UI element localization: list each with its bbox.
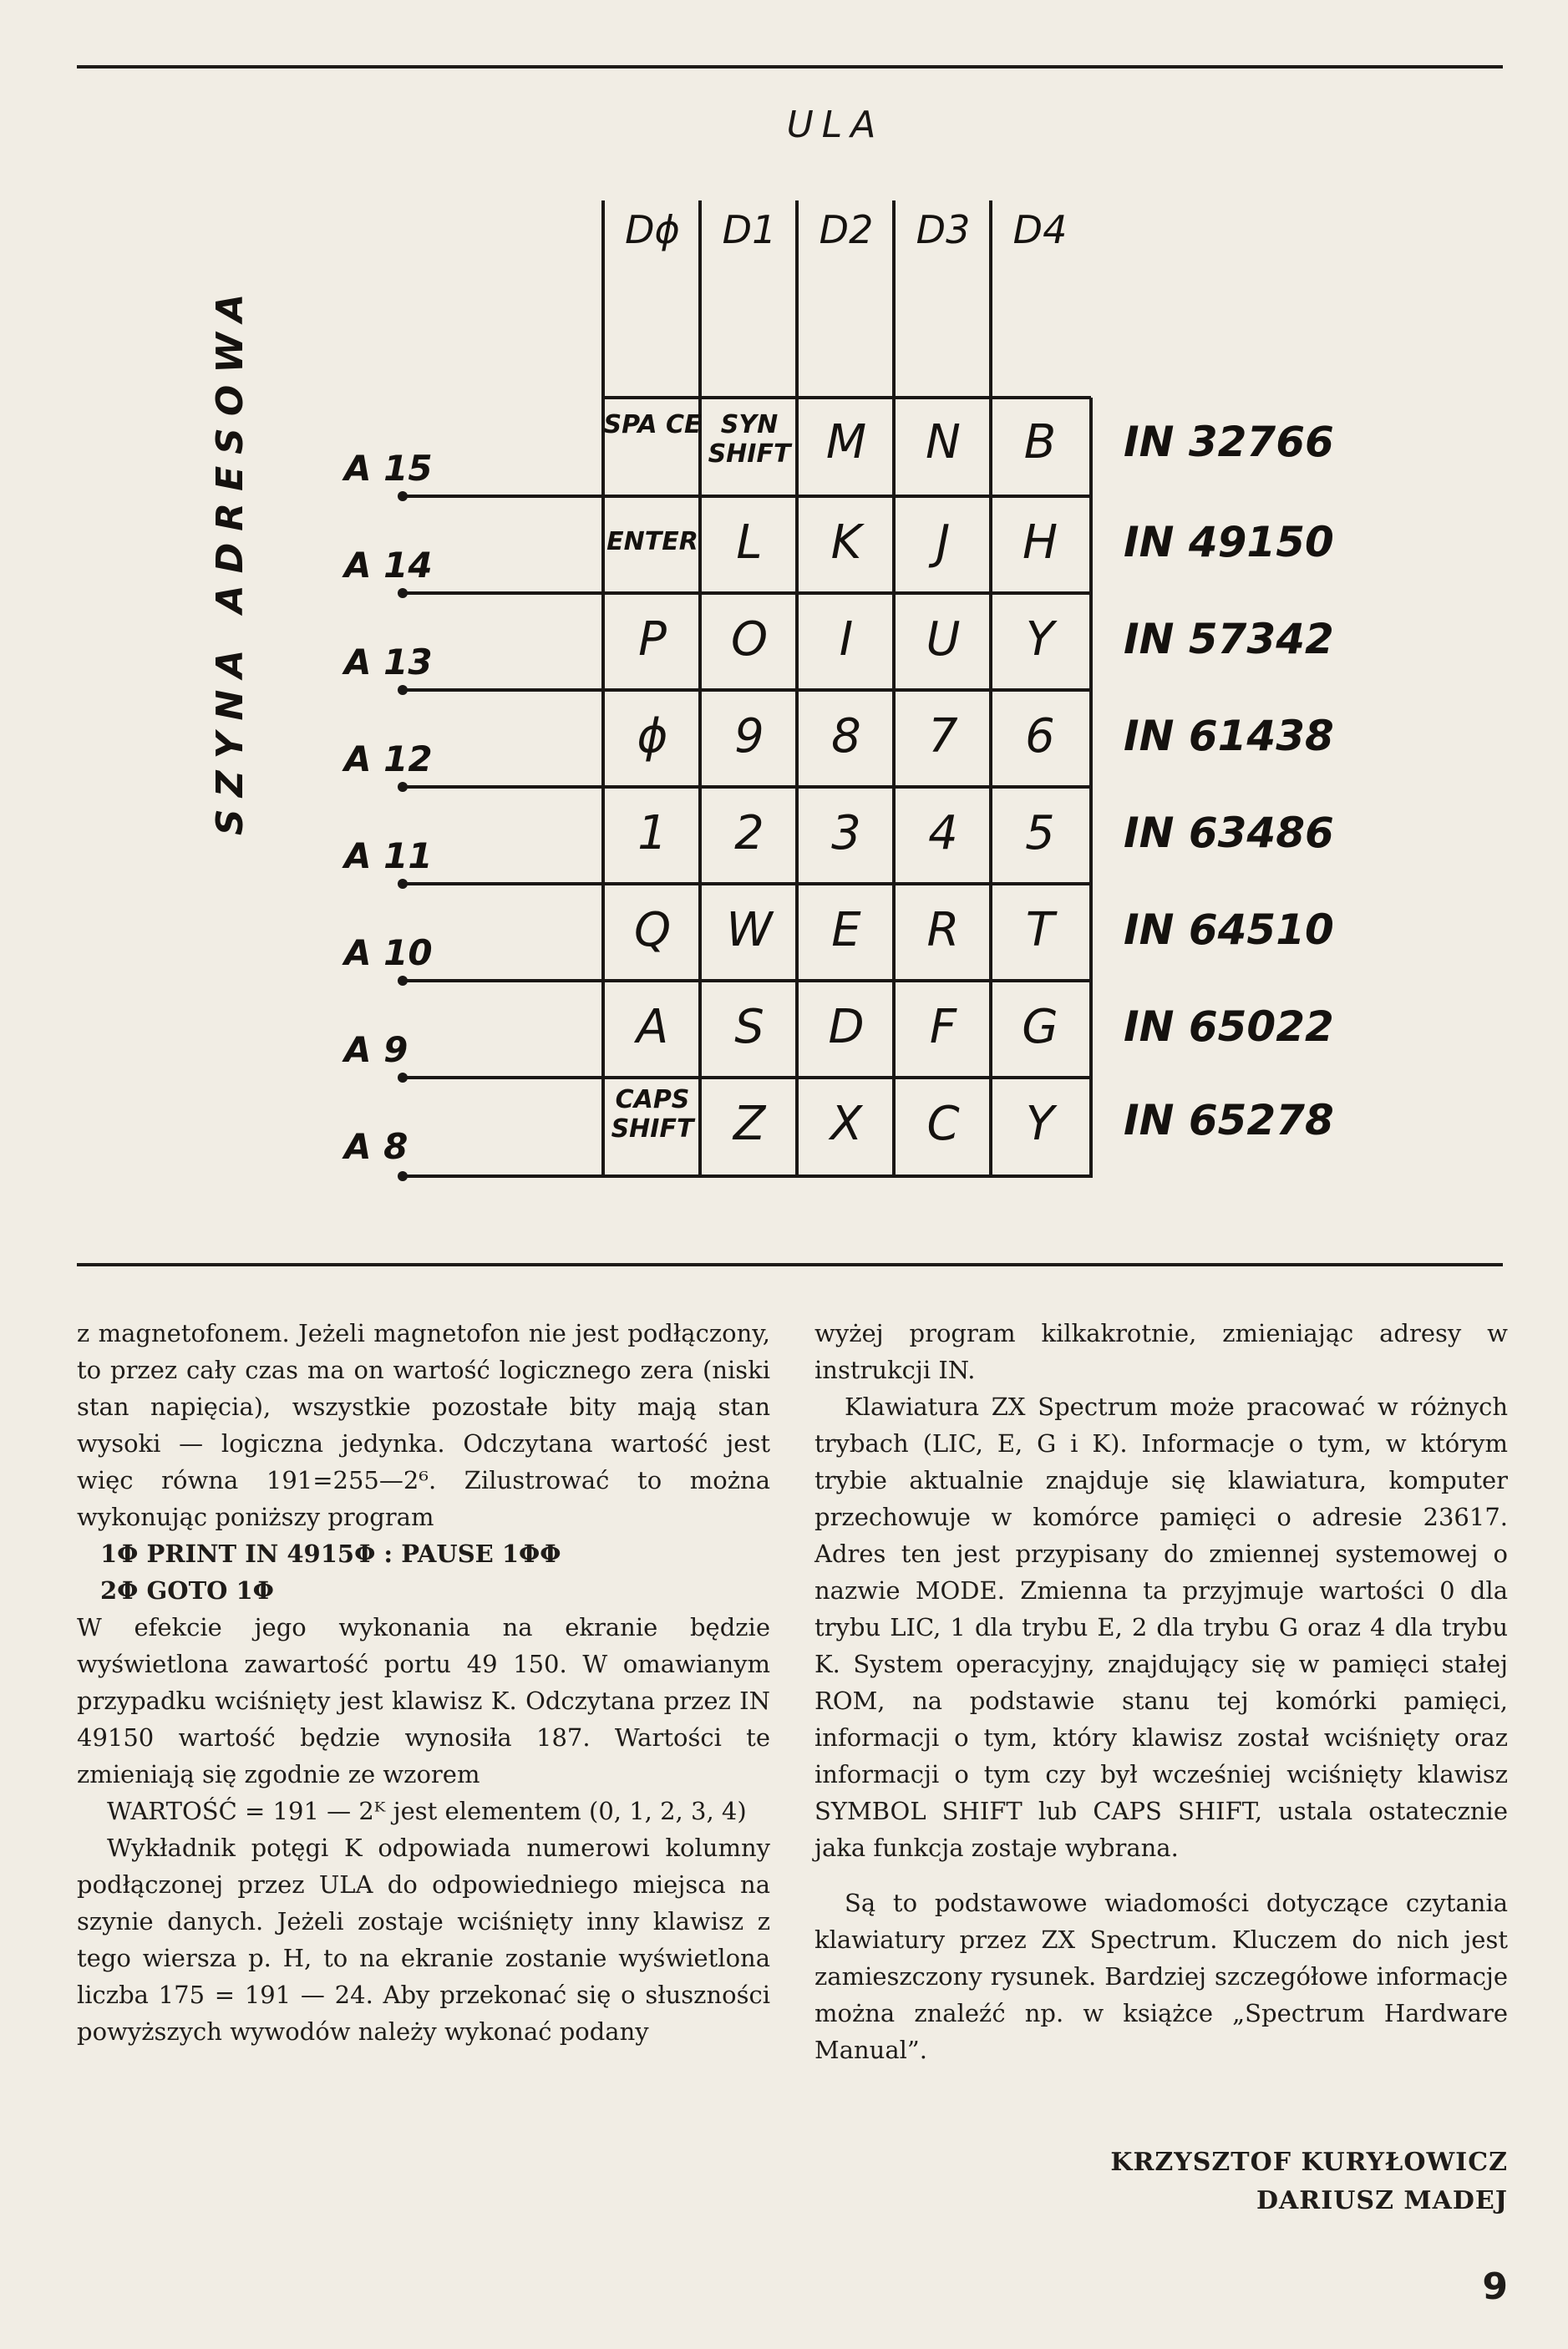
key-cell: 9	[734, 709, 764, 764]
in-port-code: IN 65278	[1124, 1096, 1334, 1144]
in-port-code: IN 65022	[1124, 1002, 1334, 1051]
data-line-d0: Dϕ	[625, 207, 680, 252]
address-line-label: A 9	[344, 1029, 408, 1070]
address-line-label: A 12	[344, 738, 433, 779]
key-cell: ϕ	[637, 709, 668, 764]
bottom-rule	[77, 1263, 1503, 1266]
key-cell: CAPS SHIFT	[611, 1085, 694, 1144]
key-cell: A	[636, 1000, 669, 1054]
paragraph: wyżej program kilkakrotnie, zmieniając adresy w instrukcji IN.	[814, 1319, 1508, 1384]
key-cell: X	[830, 1097, 863, 1151]
key-cell: 5	[1025, 806, 1055, 860]
paragraph: Wykładnik potęgi K odpowiada numerowi kolumny podłączonej przez ULA do odpowiedniego miejsca na szynie danych. Jeżeli zostaje wciśnięty inny klawisz z tego wiersza p. H, to na ekranie zostanie wyświetlona liczba 175 = 191 — 24. Aby przekonać się o słuszności powyższych wywodów należy wykonać podany	[77, 1834, 770, 2046]
key-cell: ENTER	[606, 527, 698, 556]
in-port-code: IN 63486	[1124, 809, 1334, 857]
key-cell: SYN SHIFT	[708, 410, 791, 469]
key-cell: B	[1023, 415, 1057, 469]
key-cell: K	[830, 515, 862, 570]
key-cell: G	[1022, 1000, 1058, 1054]
key-cell: U	[926, 612, 961, 667]
address-line-label: A 15	[344, 448, 433, 489]
in-port-code: IN 49150	[1124, 518, 1334, 566]
address-bus-label: SZYNA ADRESOWA	[209, 282, 251, 835]
key-cell: Y	[1025, 1097, 1055, 1151]
key-cell: L	[736, 515, 763, 570]
in-port-code: IN 64510	[1124, 906, 1334, 954]
key-cell: R	[926, 903, 960, 957]
key-cell: M	[825, 415, 867, 469]
key-cell: Q	[633, 903, 672, 957]
address-line-label: A 13	[344, 642, 433, 682]
diagram-title: ULA	[786, 104, 885, 146]
key-cell: O	[730, 612, 769, 667]
key-cell: I	[839, 612, 854, 667]
key-cell: 8	[831, 709, 861, 764]
key-cell: T	[1025, 903, 1055, 957]
key-cell: N	[926, 415, 961, 469]
address-line-label: A 8	[344, 1126, 408, 1167]
key-cell: 4	[928, 806, 958, 860]
page-number: 9	[1482, 2265, 1508, 2308]
key-cell: 7	[928, 709, 958, 764]
key-cell: 3	[831, 806, 861, 860]
key-cell: J	[936, 515, 951, 570]
key-cell: F	[929, 1000, 957, 1054]
key-cell: H	[1022, 515, 1058, 570]
in-port-code: IN 32766	[1124, 418, 1334, 466]
address-line-label: A 11	[344, 835, 433, 876]
key-cell: 6	[1025, 709, 1055, 764]
paragraph: z magnetofonem. Jeżeli magnetofon nie jest podłączony, to przez cały czas ma on wartość logicznego zera (niski stan napięcia), wszystkie pozostałe bity mają stan wysoki — logiczna jedynka. Odczytana wartość jest więc równa 191=255—2⁶. Zilustrować to można wykonując poniższy program	[77, 1319, 770, 1531]
key-cell: S	[734, 1000, 764, 1054]
in-port-code: IN 57342	[1124, 615, 1334, 663]
paragraph: W efekcie jego wykonania na ekranie będzie wyświetlona zawartość portu 49 150. W omawianym przypadku wciśnięty jest klawisz K. Odczytana przez IN 49150 wartość będzie wynosiła 187. Wartości te zmieniają się zgodnie ze wzorem	[77, 1613, 770, 1788]
paragraph: Klawiatura ZX Spectrum może pracować w różnych trybach (LIC, E, G i K). Informacje o tym, w którym trybie aktualnie znajduje się klawiatura, komputer przechowuje w komórce pamięci o adresie 23617. Adres ten jest przypisany do zmiennej systemowej o nazwie MODE. Zmienna ta przyjmuje wartości 0 dla trybu LIC, 1 dla trybu E, 2 dla trybu G oraz 4 dla trybu K. System operacyjny, znajdujący się w pamięci stałej ROM, na podstawie stanu tej komórki pamięci, informacji o tym, który klawisz został wciśnięty oraz informacji o tym czy był wcześniej wciśnięty klawisz SYMBOL SHIFT lub CAPS SHIFT, ustala ostatecznie jaka funkcja zostaje wybrana.	[814, 1393, 1508, 1862]
key-cell: P	[638, 612, 667, 667]
address-line-label: A 14	[344, 545, 433, 586]
key-cell: 1	[637, 806, 667, 860]
data-line-d2: D2	[819, 207, 874, 252]
address-line-label: A 10	[344, 932, 433, 973]
paragraph: Są to podstawowe wiadomości dotyczące czytania klawiatury przez ZX Spectrum. Kluczem do nich jest zamieszczony rysunek. Bardziej szczegółowe informacje można znaleźć np. w książce „Spectrum Hardware Manual”.	[814, 1889, 1508, 2064]
key-cell: SPA CE	[603, 410, 702, 439]
formula-paragraph: WARTOŚĆ = 191 — 2ᴷ jest elementem (0, 1, 2, 3, 4)	[107, 1797, 747, 1825]
article-column-left	[77, 1315, 770, 2050]
key-cell: D	[828, 1000, 865, 1054]
authors	[1110, 2144, 1508, 2220]
program-line: 1Φ PRINT IN 4915Φ : PAUSE 1ΦΦ	[100, 1540, 561, 1568]
data-line-d3: D3	[916, 207, 971, 252]
key-cell: Y	[1025, 612, 1055, 667]
author-name: DARIUSZ MADEJ	[1256, 2186, 1508, 2215]
article-column-right	[814, 1315, 1508, 2068]
in-port-code: IN 61438	[1124, 712, 1334, 760]
data-line-d1: D1	[722, 207, 777, 252]
key-cell: 2	[734, 806, 764, 860]
data-line-d4: D4	[1012, 207, 1068, 252]
key-cell: W	[726, 903, 773, 957]
key-cell: C	[926, 1097, 960, 1151]
author-name: KRZYSZTOF KURYŁOWICZ	[1110, 2148, 1508, 2177]
program-line: 2Φ GOTO 1Φ	[100, 1576, 274, 1605]
key-cell: E	[831, 903, 861, 957]
key-cell: Z	[733, 1097, 766, 1151]
